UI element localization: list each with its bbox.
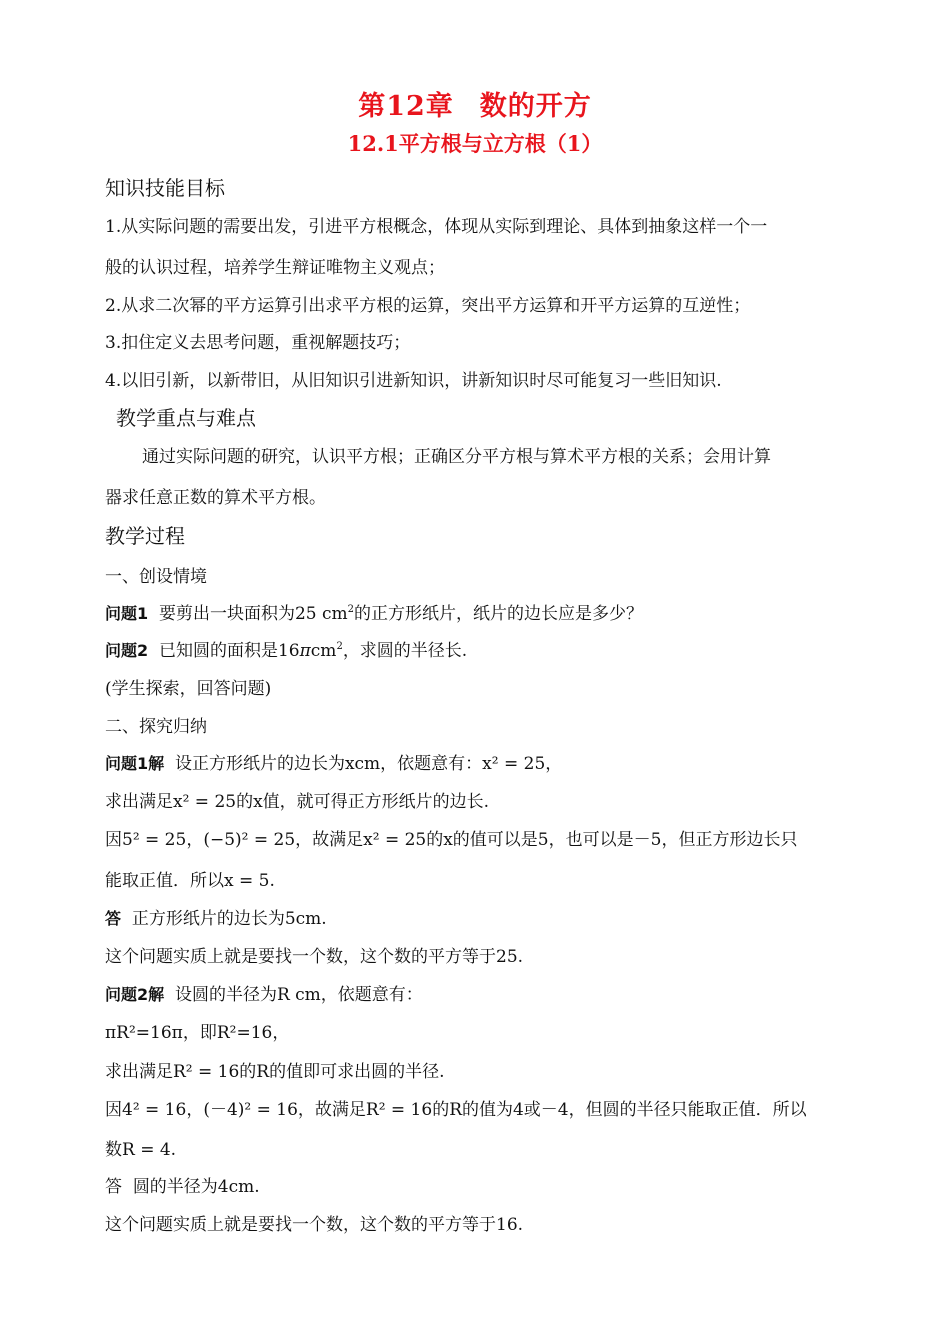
answer-1: 答 正方形纸片的边长为5cm. xyxy=(105,909,327,929)
chapter-name: 数的开方 xyxy=(479,91,592,122)
objective-line: 4.以旧引新，以新带旧，从旧知识引进新知识，讲新知识时尽可能复习一些旧知识. xyxy=(105,371,722,391)
chapter-number: 第12章 xyxy=(358,91,454,122)
chapter-title xyxy=(0,84,950,123)
solution-2-line: 因4² = 16，(－4)² = 16，故满足R² = 16的R的值为4或－4，但圆的半径只能取正值．所以 xyxy=(105,1100,807,1120)
answer-2: 答 圆的半径为4cm. xyxy=(105,1177,260,1197)
focus-heading: 教学重点与难点 xyxy=(116,406,256,430)
solution-1-note: 这个问题实质上就是要找一个数，这个数的平方等于25. xyxy=(105,947,524,967)
solution-1-line: 因5² = 25，(−5)² = 25，故满足x² = 25的x的值可以是5，也可以是－5，但正方形边长只 xyxy=(105,830,798,850)
section-title: 12.1平方根与立方根（1） xyxy=(347,131,603,156)
solution-1-line: 问题1解 设正方形纸片的边长为xcm，依题意有：x² = 25， xyxy=(105,754,563,774)
solution-2-note: 这个问题实质上就是要找一个数，这个数的平方等于16. xyxy=(105,1215,524,1235)
question-2: 问题2 已知圆的面积是16πcm$^2$，求圆的半径长. xyxy=(105,641,468,661)
solution-2-line: 数R = 4. xyxy=(105,1140,177,1160)
solution-1-line: 能取正值．所以x = 5. xyxy=(105,871,275,891)
objective-line: 般的认识过程，培养学生辩证唯物主义观点； xyxy=(105,258,445,278)
focus-line: 器求任意正数的算术平方根。 xyxy=(105,488,326,508)
solution-2-line: 求出满足R² = 16的R的值即可求出圆的半径. xyxy=(105,1062,445,1082)
objectives-heading: 知识技能目标 xyxy=(105,176,225,200)
solution-2-line: πR²=16π，即R²=16， xyxy=(105,1023,290,1043)
question-label: 问题1 xyxy=(105,604,149,623)
objective-line: 3.扣住定义去思考问题，重视解题技巧； xyxy=(105,333,411,353)
objective-line: 1.从实际问题的需要出发，引进平方根概念，体现从实际到理论、具体到抽象这样一个一 xyxy=(105,217,768,237)
solution-1-line: 求出满足x² = 25的x值，就可得正方形纸片的边长. xyxy=(105,792,490,812)
process-heading: 教学过程 xyxy=(105,524,185,548)
solution-2-line: 问题2解 设圆的半径为R cm，依题意有： xyxy=(105,985,423,1005)
solution-label: 问题2解 xyxy=(105,985,165,1004)
focus-line: 通过实际问题的研究，认识平方根；正确区分平方根与算术平方根的关系；会用计算 xyxy=(142,447,771,467)
solution-label: 问题1解 xyxy=(105,754,165,773)
explore-note: (学生探索，回答问题) xyxy=(105,679,272,699)
part-heading: 一、创设情境 xyxy=(105,567,207,587)
answer-label: 答 xyxy=(105,1177,122,1197)
part-heading: 二、探究归纳 xyxy=(105,717,207,737)
question-label: 问题2 xyxy=(105,641,149,660)
question-1: 问题1 要剪出一块面积为25 $cm^2$的正方形纸片，纸片的边长应是多少？ xyxy=(105,604,644,624)
answer-label: 答 xyxy=(105,909,122,928)
objective-line: 2.从求二次幂的平方运算引出求平方根的运算，突出平方运算和开平方运算的互逆性； xyxy=(105,296,751,316)
